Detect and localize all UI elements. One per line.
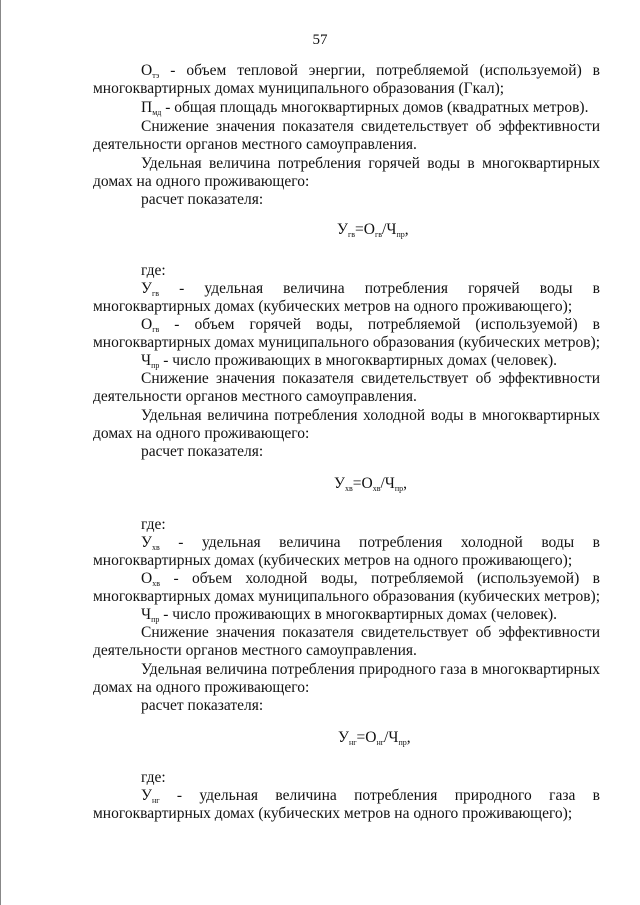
- conclusion-3-line2: деятельности органов местного самоуправления.: [93, 642, 417, 659]
- gas-title-line1: Удельная величина потребления природного газа в многоквартирных: [141, 661, 600, 678]
- definition-ucw-line1: $У_{хв}$ - удельная величина потребления холодной воды в: [141, 534, 600, 552]
- definition-ot-line1: $O_{тэ}$ - объем тепловой энергии, потребляемой (используемой) в: [141, 62, 600, 80]
- hot-water-title-line2: домах на одного проживающего:: [93, 173, 310, 190]
- definition-ocw-line2: многоквартирных домах муниципального образования (кубических метров);: [93, 588, 601, 605]
- definition-ugas-line1: $У_{нг}$ - удельная величина потребления природного газа в: [141, 787, 600, 805]
- definition-ohw-line1: $О_{гв}$ - объем горячей воды, потребляемой (используемой) в: [141, 316, 600, 334]
- definition-uhw-line2: многоквартирных домах (кубических метров на одного проживающего);: [93, 298, 573, 315]
- conclusion-2-line2: деятельности органов местного самоуправления.: [93, 388, 417, 405]
- page-number: 57: [312, 32, 328, 48]
- formula-natural-gas: $У_{нг}=О_{нг}/Ч_{пр}$,: [338, 729, 411, 747]
- definition-uhw-line1: $У_{гв}$ - удельная величина потребления горячей воды в: [141, 280, 600, 298]
- definition-ot-line2: многоквартирных домах муниципального образования (Гкал);: [93, 80, 505, 97]
- formula-cold-water: $У_{хв}=О_{хв}/Ч_{пр}$,: [334, 475, 408, 493]
- hot-water-title-line1: Удельная величина потребления горячей воды в многоквартирных: [141, 155, 600, 172]
- definition-ugas-line2: многоквартирных домах (кубических метров на одного проживающего);: [93, 805, 573, 822]
- where-label-3: где:: [141, 769, 166, 786]
- definition-ocw-line1: $О_{хв}$ - объем холодной воды, потребляемой (используемой) в: [141, 570, 600, 588]
- formula-hot-water: $У_{гв}=О_{гв}/Ч_{пр}$,: [337, 221, 409, 239]
- cold-water-title-line2: домах на одного проживающего:: [93, 425, 310, 442]
- calc-label-2: расчет показателя:: [141, 443, 264, 460]
- cold-water-title-line1: Удельная величина потребления холодной воды в многоквартирных: [141, 407, 600, 424]
- conclusion-3-line1: Снижение значения показателя свидетельствует об эффективности: [141, 624, 600, 641]
- gas-title-line2: домах на одного проживающего:: [93, 679, 310, 696]
- calc-label-1: расчет показателя:: [141, 191, 264, 208]
- definition-chp-2: $Ч_{пр}$ - число проживающих в многоквартирных домах (человек).: [141, 606, 557, 624]
- conclusion-1-line2: деятельности органов местного самоуправления.: [93, 136, 417, 153]
- calc-label-3: расчет показателя:: [141, 697, 264, 714]
- definition-chp-1: $Ч_{пр}$ - число проживающих в многоквартирных домах (человек).: [141, 352, 557, 370]
- where-label-1: где:: [141, 262, 166, 279]
- conclusion-1-line1: Снижение значения показателя свидетельствует об эффективности: [141, 118, 600, 135]
- definition-pmd: $П_{мд}$ - общая площадь многоквартирных домов (квадратных метров).: [141, 99, 589, 117]
- definition-ucw-line2: многоквартирных домах (кубических метров на одного проживающего);: [93, 552, 573, 569]
- conclusion-2-line1: Снижение значения показателя свидетельствует об эффективности: [141, 370, 600, 387]
- scan-edge-line: [0, 0, 1, 905]
- where-label-2: где:: [141, 516, 166, 533]
- definition-ohw-line2: многоквартирных домах муниципального образования (кубических метров);: [93, 334, 601, 351]
